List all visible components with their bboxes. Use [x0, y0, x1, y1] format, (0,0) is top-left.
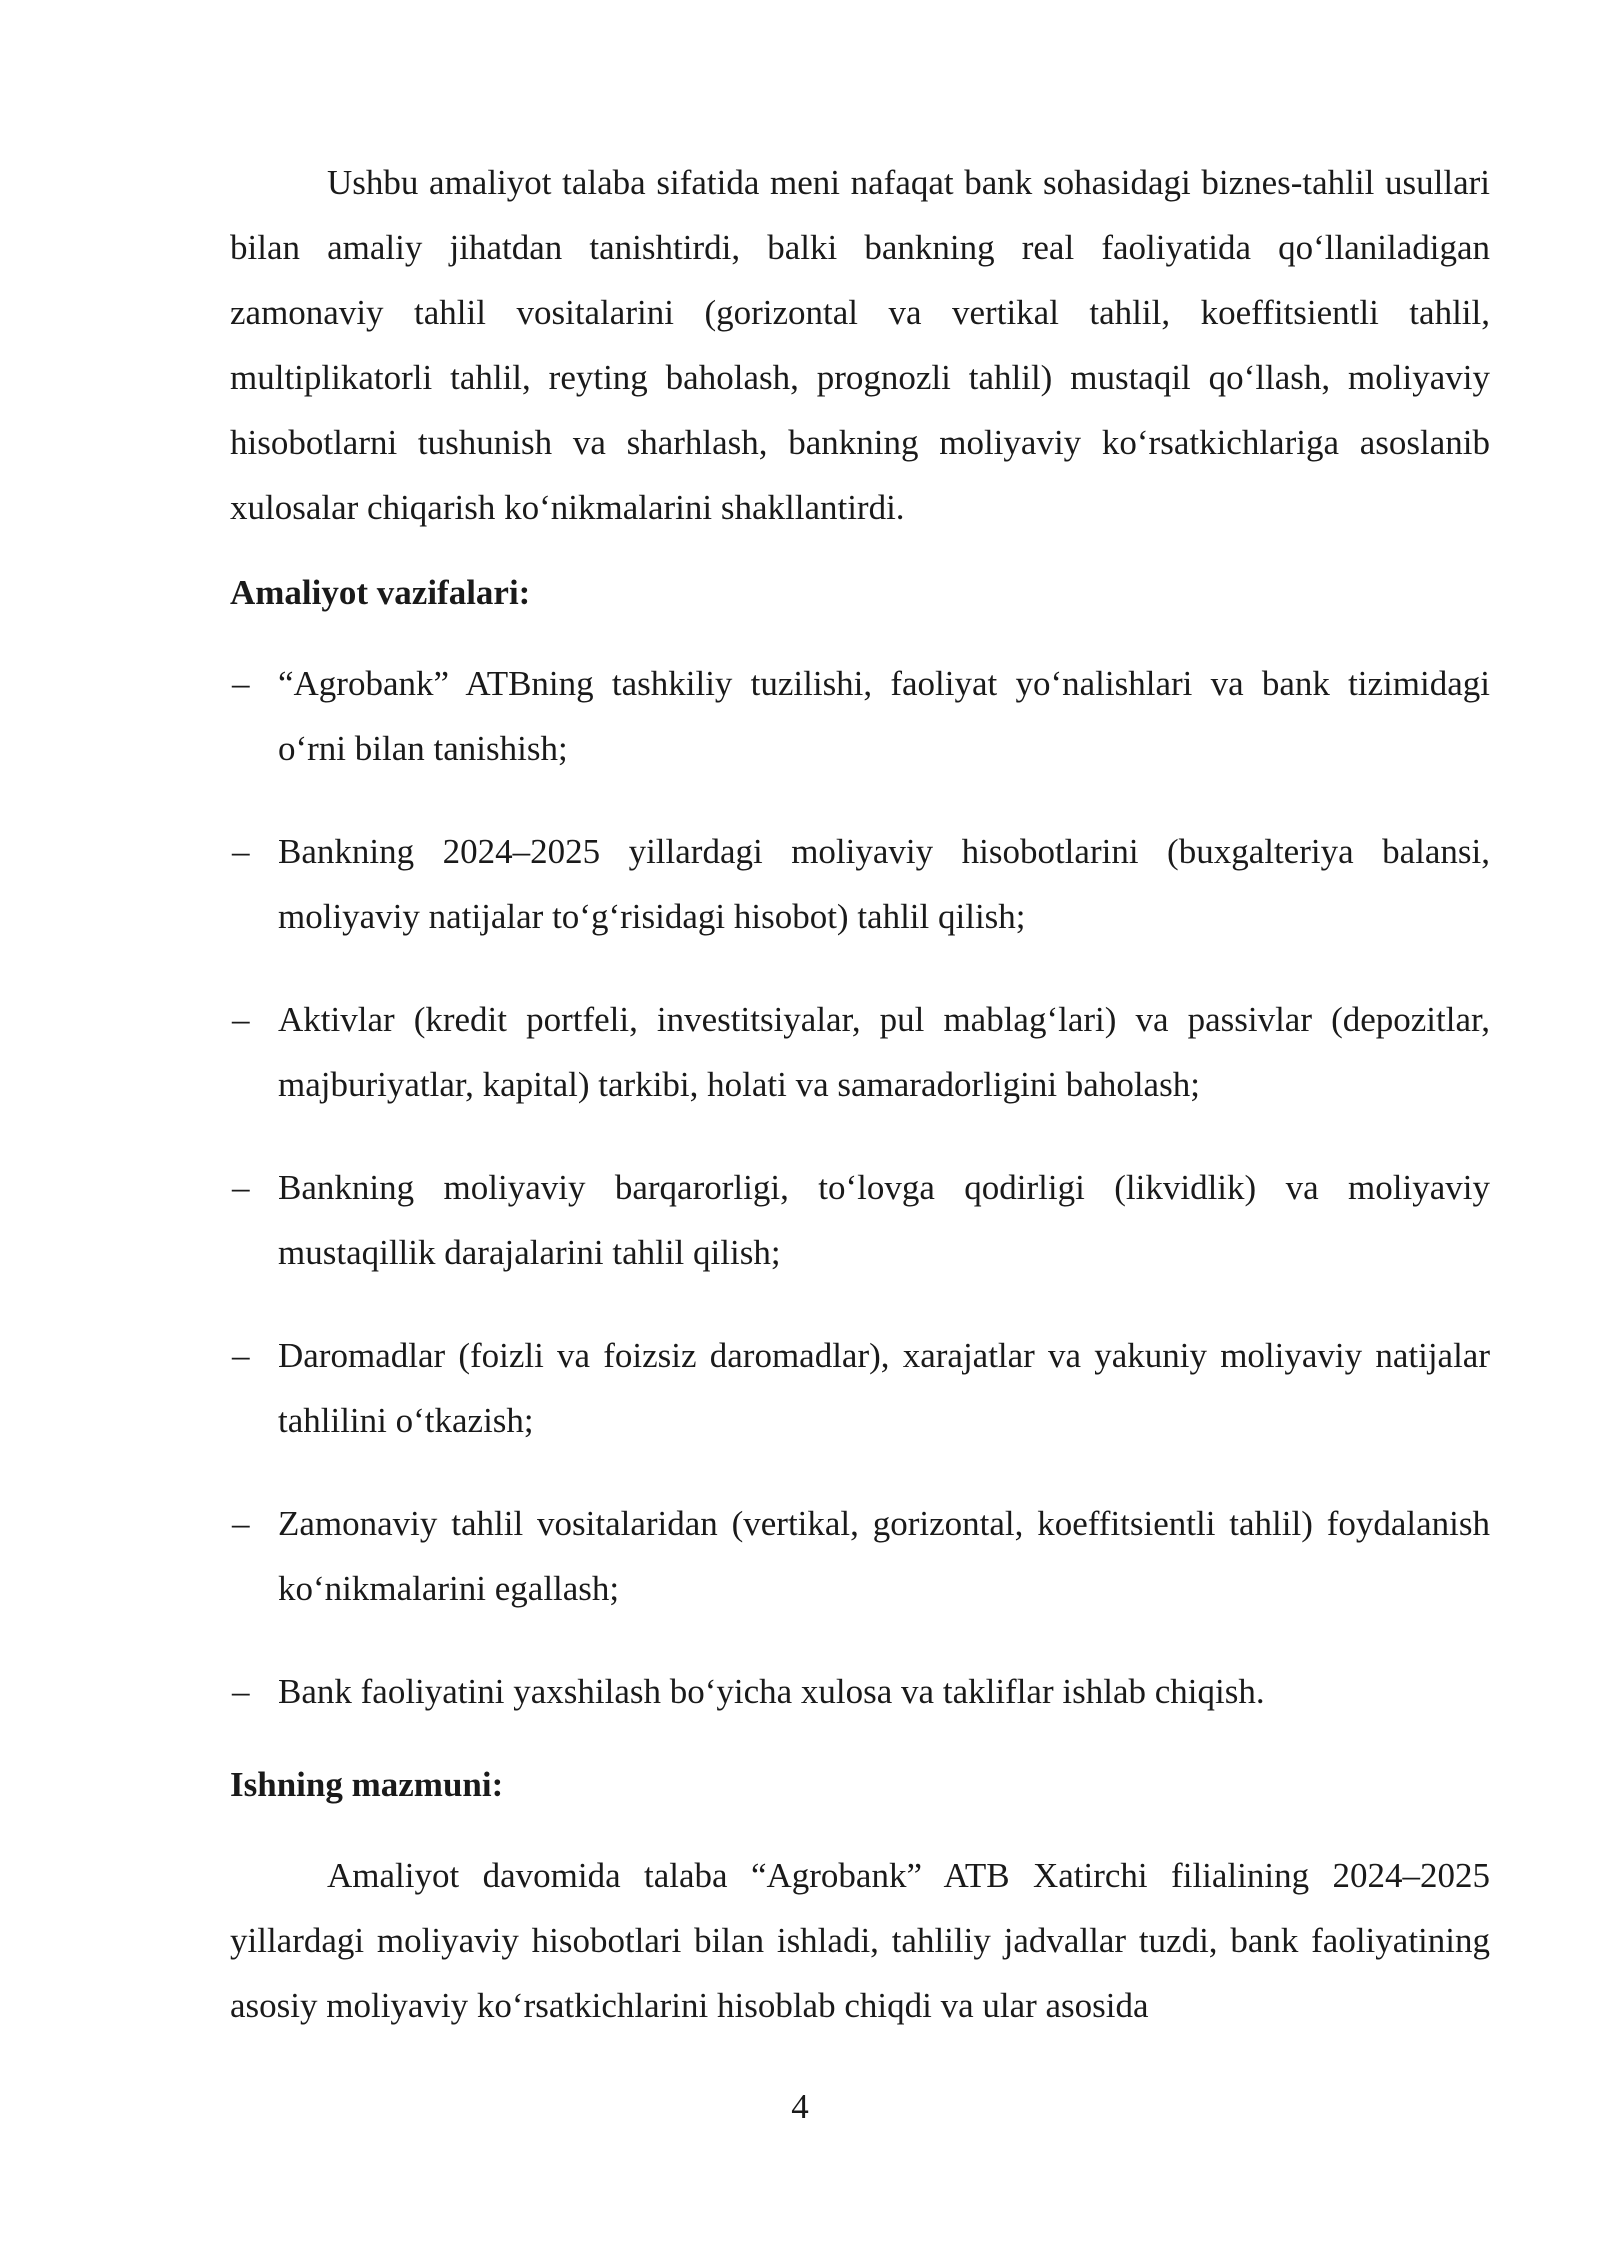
tasks-list — [230, 651, 1490, 1724]
content-heading: Ishning mazmuni: — [230, 1765, 504, 1804]
list-item — [230, 1323, 1490, 1453]
list-item-text: Bank faoliyatini yaxshilash bo‘yicha xulosa va takliflar ishlab chiqish. — [278, 1672, 1265, 1711]
list-item — [230, 1491, 1490, 1621]
list-item-text: Zamonaviy tahlil vositalaridan (vertikal, gorizontal, koeffitsientli tahlil) foydalanish ko‘nikmalarini egallash; — [278, 1504, 1490, 1608]
list-item-text: Bankning moliyaviy barqarorligi, to‘lovga qodirligi (likvidlik) va moliyaviy mustaqillik darajalarini tahlil qilish; — [278, 1168, 1490, 1272]
dash-bullet: – — [232, 1000, 250, 1039]
list-item-text: Bankning 2024–2025 yillardagi moliyaviy hisobotlarini (buxgalteriya balansi, moliyaviy natijalar to‘g‘risidagi hisobot) tahlil qilish; — [278, 832, 1490, 936]
list-item-text: Aktivlar (kredit portfeli, investitsiyalar, pul mablag‘lari) va passivlar (depozitlar, majburiyatlar, kapital) tarkibi, holati va samaradorligini baholash; — [278, 1000, 1490, 1104]
dash-bullet: – — [232, 1672, 250, 1711]
list-item-text: “Agrobank” ATBning tashkiliy tuzilishi, faoliyat yo‘nalishlari va bank tizimidagi o‘rni bilan tanishish; — [278, 664, 1490, 768]
list-item — [230, 987, 1490, 1117]
dash-bullet: – — [232, 664, 250, 703]
dash-bullet: – — [232, 1336, 250, 1375]
content-paragraph: Amaliyot davomida talaba “Agrobank” ATB Xatirchi filialining 2024–2025 yillardagi moliyaviy hisobotlari bilan ishladi, tahliliy jadvallar tuzdi, bank faoliyatining asosiy moliyaviy ko‘rsatkichlarini hisoblab chiqdi va ular asosida — [230, 1856, 1490, 2025]
intro-paragraph: Ushbu amaliyot talaba sifatida meni nafaqat bank sohasidagi biznes-tahlil usullari bilan amaliy jihatdan tanishtirdi, balki bankning real faoliyatida qo‘llaniladigan zamonaviy tahlil vositalarini (gorizontal va vertikal tahlil, koeffitsientli tahlil, multiplikatorli tahlil, reyting baholash, prognozli tahlil) mustaqil qo‘llash, moliyaviy hisobotlarni tushunish va sharhlash, bankning moliyaviy ko‘rsatkichlariga asoslanib xulosalar chiqarish ko‘nikmalarini shakllantirdi. — [230, 163, 1490, 527]
dash-bullet: – — [232, 832, 250, 871]
list-item — [230, 1659, 1490, 1724]
list-item-text: Daromadlar (foizli va foizsiz daromadlar), xarajatlar va yakuniy moliyaviy natijalar tahlilini o‘tkazish; — [278, 1336, 1490, 1440]
page-number: 4 — [791, 2087, 809, 2126]
list-item — [230, 819, 1490, 949]
dash-bullet: – — [232, 1168, 250, 1207]
list-item — [230, 1155, 1490, 1285]
document-page — [230, 150, 1490, 2038]
tasks-heading: Amaliyot vazifalari: — [230, 573, 531, 612]
list-item — [230, 651, 1490, 781]
dash-bullet: – — [232, 1504, 250, 1543]
